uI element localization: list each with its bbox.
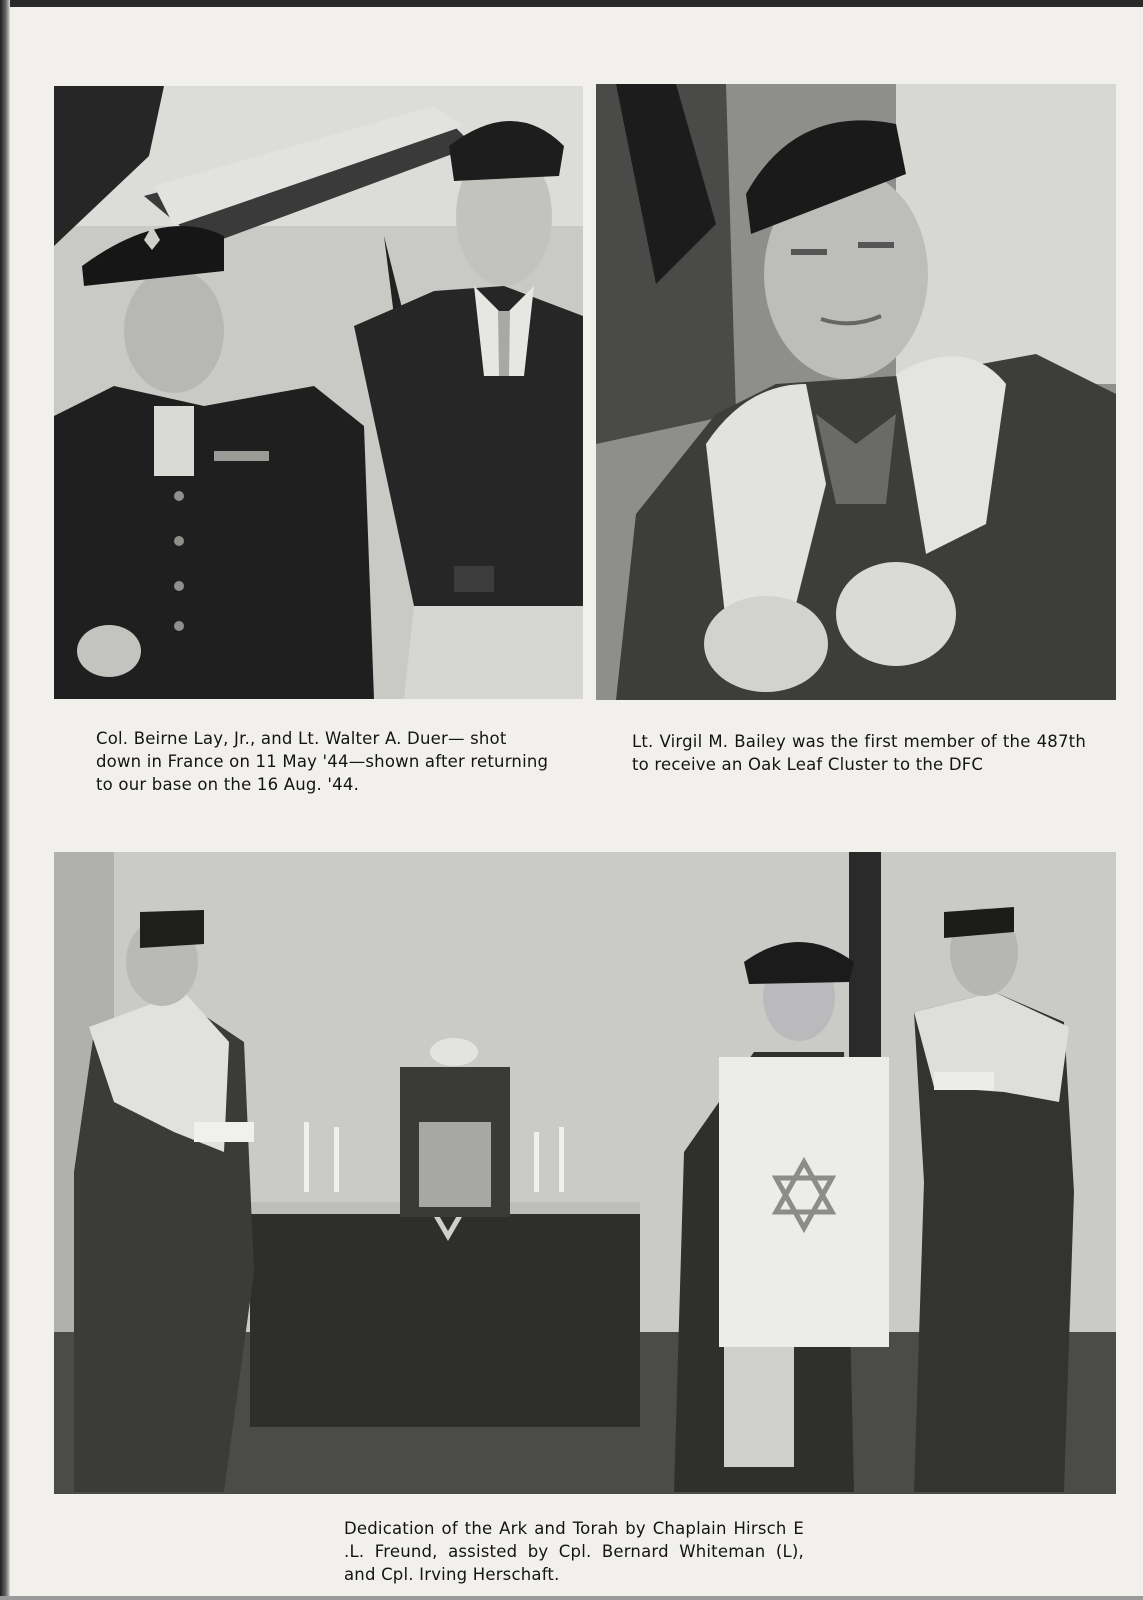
photo-airman-portrait	[596, 84, 1116, 700]
caption-dedication: Dedication of the Ark and Torah by Chaplain Hirsch E .L. Freund, assisted by Cpl. Bernard Whiteman (L), and Cpl. Irving Herschaft.	[344, 1519, 804, 1584]
photo-two-officers	[54, 86, 583, 699]
page-edge-bottom	[0, 1596, 1143, 1600]
photo-ark-torah-dedication	[54, 852, 1116, 1494]
caption-two-officers: Col. Beirne Lay, Jr., and Lt. Walter A. Duer— shot down in France on 11 May '44—shown after returning to our base on the 16 Aug. '44.	[96, 729, 549, 794]
caption-airman: Lt. Virgil M. Bailey was the first member of the 487th to receive an Oak Leaf Cluster to the DFC	[632, 732, 1086, 774]
page-edge-top	[0, 0, 1143, 7]
page-edge-left	[0, 0, 10, 1600]
